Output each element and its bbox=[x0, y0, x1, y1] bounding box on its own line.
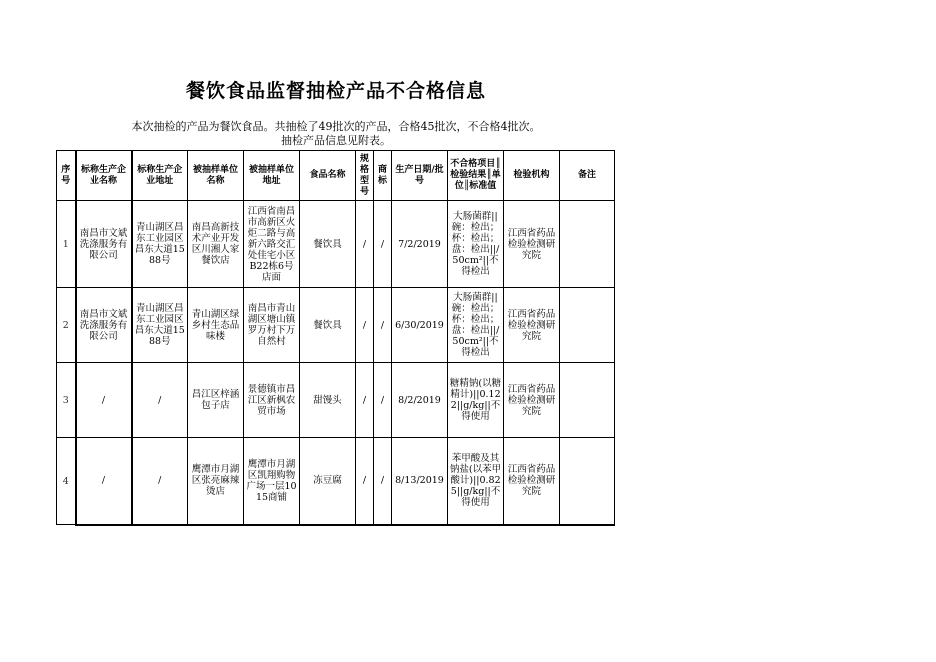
sampled-unit-name: 南昌高新技术产业开发区川湘人家餐饮店 bbox=[188, 201, 244, 288]
producer-address: 青山湖区昌东工业园区昌东大道1588号 bbox=[132, 201, 188, 288]
sampled-unit-name: 鹰潭市月湖区张亮麻辣烫店 bbox=[188, 438, 244, 525]
production-date: 8/2/2019 bbox=[392, 363, 448, 438]
intro-appendix-note: 抽检产品信息见附表。 bbox=[281, 134, 391, 147]
food-name: 冻豆腐 bbox=[300, 438, 356, 525]
sampled-unit-address: 鹰潭市月湖区凯翔购物广场一层1015商铺 bbox=[244, 438, 300, 525]
header-cell: 检验机构 bbox=[504, 151, 560, 201]
inspection-agency: 江西省药品检验检测研究院 bbox=[504, 288, 560, 363]
table-row bbox=[57, 363, 615, 438]
spec-model: / bbox=[356, 201, 374, 288]
table-row bbox=[57, 438, 615, 525]
spec-model: / bbox=[356, 438, 374, 525]
spec-model: / bbox=[356, 363, 374, 438]
producer-name: / bbox=[76, 438, 132, 525]
remarks bbox=[560, 201, 615, 288]
producer-address: / bbox=[132, 438, 188, 525]
intro-text bbox=[56, 120, 616, 148]
trademark: / bbox=[374, 438, 392, 525]
row-number: 1 bbox=[57, 201, 76, 288]
trademark: / bbox=[374, 201, 392, 288]
trademark: / bbox=[374, 288, 392, 363]
producer-address: / bbox=[132, 363, 188, 438]
production-date: 7/2/2019 bbox=[392, 201, 448, 288]
page-title: 餐饮食品监督抽检产品不合格信息 bbox=[185, 80, 486, 102]
row-number: 4 bbox=[57, 438, 76, 525]
sampled-unit-name: 青山湖区绿乡村生态品味楼 bbox=[188, 288, 244, 363]
header-cell: 规格型号 bbox=[356, 151, 374, 201]
header-cell: 标称生产企业地址 bbox=[132, 151, 188, 201]
sampled-unit-address: 景德镇市昌江区新枫农贸市场 bbox=[244, 363, 300, 438]
sampled-unit-address: 南昌市青山湖区塘山镇罗万村下万自然村 bbox=[244, 288, 300, 363]
producer-name: 南昌市文斌洗涤服务有限公司 bbox=[76, 288, 132, 363]
row-number: 3 bbox=[57, 363, 76, 438]
producer-name: / bbox=[76, 363, 132, 438]
producer-address: 青山湖区昌东工业园区昌东大道1588号 bbox=[132, 288, 188, 363]
production-date: 6/30/2019 bbox=[392, 288, 448, 363]
header-cell: 被抽样单位名称 bbox=[188, 151, 244, 201]
header-cell: 生产日期/批号 bbox=[392, 151, 448, 201]
header-cell: 商标 bbox=[374, 151, 392, 201]
failed-item-result: 糖精钠(以糖精计)||0.122||g/kg||不得使用 bbox=[448, 363, 504, 438]
production-date: 8/13/2019 bbox=[392, 438, 448, 525]
food-name: 餐饮具 bbox=[300, 288, 356, 363]
remarks bbox=[560, 438, 615, 525]
inspection-table bbox=[56, 150, 615, 526]
header-cell: 序号 bbox=[57, 151, 76, 201]
producer-name: 南昌市文斌洗涤服务有限公司 bbox=[76, 201, 132, 288]
row-number: 2 bbox=[57, 288, 76, 363]
remarks bbox=[560, 363, 615, 438]
inspection-agency: 江西省药品检验检测研究院 bbox=[504, 363, 560, 438]
remarks bbox=[560, 288, 615, 363]
header-cell: 被抽样单位地址 bbox=[244, 151, 300, 201]
intro-summary: 本次抽检的产品为餐饮食品。共抽检了49批次的产品，合格45批次，不合格4批次。 bbox=[131, 120, 541, 133]
failed-item-result: 大肠菌群||碗：检出；杯：检出；盘：检出||/50cm²||不得检出 bbox=[448, 288, 504, 363]
table-row bbox=[57, 288, 615, 363]
header-cell: 食品名称 bbox=[300, 151, 356, 201]
trademark: / bbox=[374, 363, 392, 438]
food-name: 甜馒头 bbox=[300, 363, 356, 438]
spec-model: / bbox=[356, 288, 374, 363]
failed-item-result: 大肠菌群||碗：检出；杯：检出；盘：检出||/50cm²||不得检出 bbox=[448, 201, 504, 288]
header-cell: 备注 bbox=[560, 151, 615, 201]
inspection-agency: 江西省药品检验检测研究院 bbox=[504, 201, 560, 288]
header-cell: 标称生产企业名称 bbox=[76, 151, 132, 201]
food-name: 餐饮具 bbox=[300, 201, 356, 288]
inspection-agency: 江西省药品检验检测研究院 bbox=[504, 438, 560, 525]
header-row bbox=[57, 151, 615, 201]
sampled-unit-address: 江西省南昌市高新区火炬二路与高新六路交汇处佳宅小区B22栋6号店面 bbox=[244, 201, 300, 288]
failed-item-result: 苯甲酸及其钠盐(以苯甲酸计)||0.825||g/kg||不得使用 bbox=[448, 438, 504, 525]
table-row bbox=[57, 201, 615, 288]
header-cell: 不合格项目║检验结果║单位║标准值 bbox=[448, 151, 504, 201]
sampled-unit-name: 昌江区梓涵包子店 bbox=[188, 363, 244, 438]
